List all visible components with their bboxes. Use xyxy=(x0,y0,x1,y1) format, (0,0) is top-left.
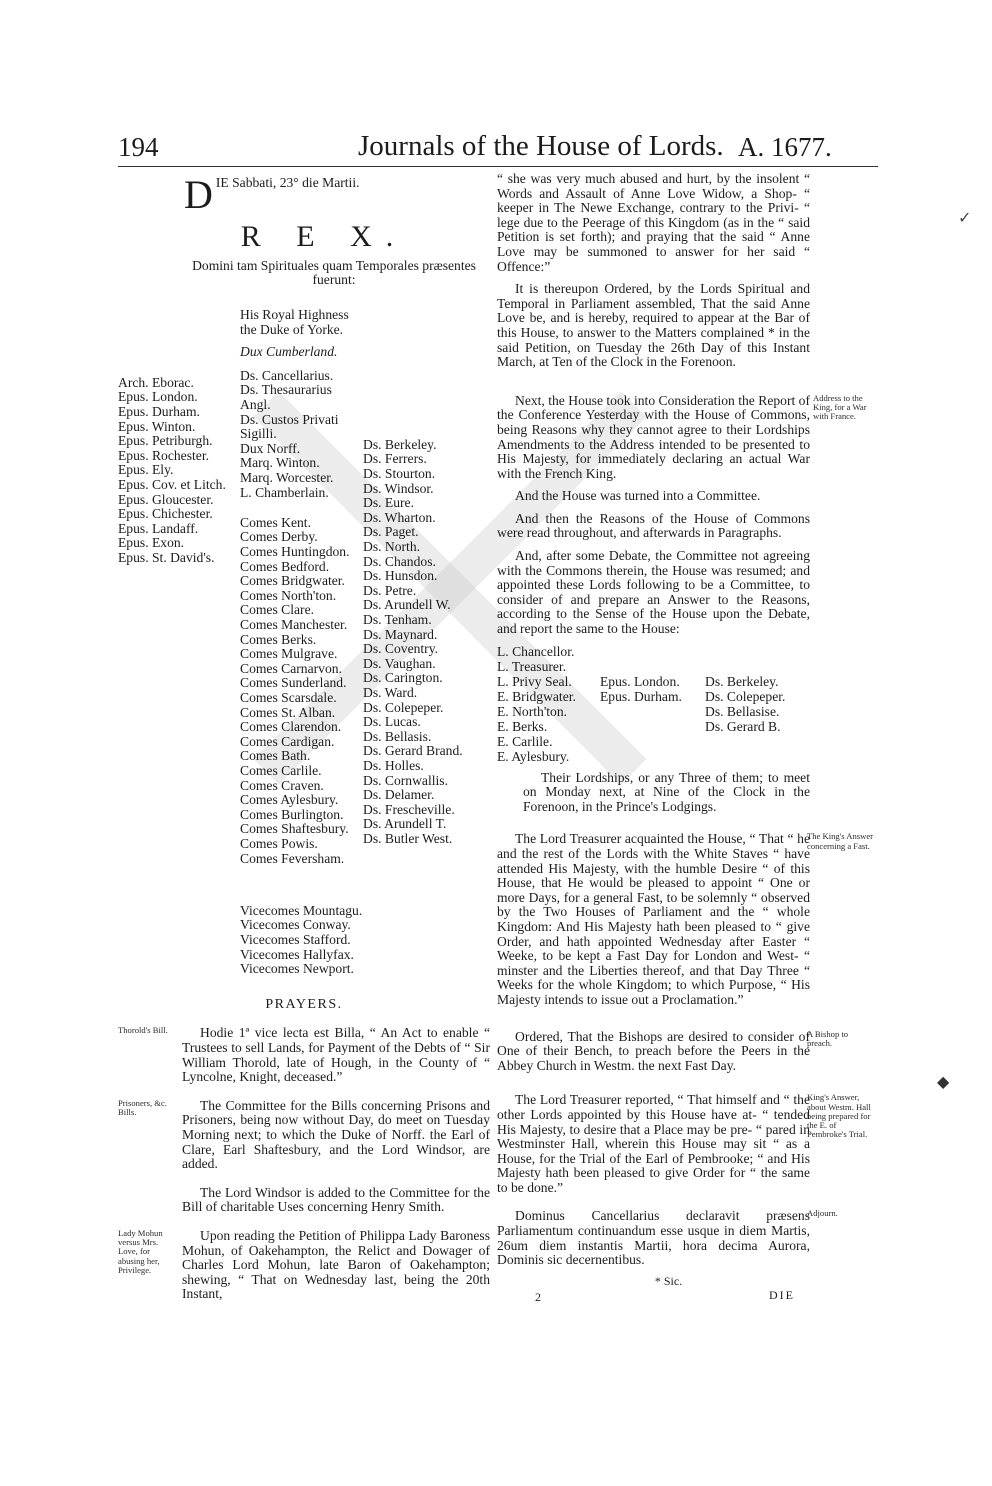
para-thorold: Hodie 1ª vice lecta est Billa, “ An Act to enable “ Trustees to sell Lands, for Payment of the Debts of “ Sir William Thorold, late of Hough, in the County of “ Lyncolne, Knight, deceased.” xyxy=(182,1025,490,1085)
hall-entry xyxy=(497,1092,871,1195)
committee-member: Epus. Durham. xyxy=(600,688,682,704)
committee-member: L. Chancellor. xyxy=(497,643,575,659)
baron-entry: Ds. Coventry. xyxy=(363,641,439,657)
earl-entry: Comes Berks. xyxy=(240,631,317,647)
para-ordered-love: It is thereupon Ordered, by the Lords Spiritual and Temporal in Parliament assembled, That the said Anne Love be, and is hereby, required to appear at the Bar of this House, to answer to the Matters complained * in the said Petition, on Tuesday the 26th Day of this Instant March, at Ten of the Clock in the Forenoon. xyxy=(497,281,810,370)
baron-entry: Ds. Petre. xyxy=(363,582,417,598)
page-year: A. 1677. xyxy=(738,132,832,162)
present-line: Domini tam Spirituales quam Temporales præsentes fuerunt: xyxy=(192,257,476,288)
earl-entry: Comes Carnarvon. xyxy=(240,660,342,676)
margin-note-thorold: Thorold's Bill. xyxy=(118,1025,168,1036)
baron-entry: Ds. Berkeley. xyxy=(363,436,437,452)
bishop-entry: Epus. St. David's. xyxy=(118,549,215,565)
para-bishop: Ordered, That the Bishops are desired to consider of One of their Bench, to preach before the Peers in the Abbey Church in Westm. the next Fast Day. xyxy=(497,1028,810,1073)
baron-entry: Ds. Wharton. xyxy=(363,509,436,525)
margin-note-address: Address to the King, for a War with France. xyxy=(813,392,867,422)
earl-entry: Comes Bedford. xyxy=(240,558,330,574)
committee-member: Ds. Colepeper. xyxy=(705,688,786,704)
bishop-entry: Epus. London. xyxy=(118,389,198,405)
earl-entry: Comes Sunderland. xyxy=(240,675,347,691)
earl-entry: Comes Manchester. xyxy=(240,616,348,632)
viscount-entry: Vicecomes Hallyfax. xyxy=(240,946,354,962)
baron-entry: Ds. Hunsdon. xyxy=(363,568,438,584)
margin-note-hall: King's Answer, about Westm. Hall being prepared for the E. of Pembroke's Trial. xyxy=(807,1092,871,1140)
earl-entry: Comes Clare. xyxy=(240,602,314,618)
earl-entry: Comes Craven. xyxy=(240,777,324,793)
earl-entry: Comes Clarendon. xyxy=(240,719,342,735)
margin-mark-tick: ✓ xyxy=(958,210,972,227)
officer-entry: Angl. xyxy=(240,396,271,412)
officer-entry: Dux Norff. xyxy=(240,440,301,456)
royal-line-1: His Royal Highness xyxy=(240,306,349,322)
baron-entry: Ds. Arundell T. xyxy=(363,816,447,832)
committee-member: E. Bridgwater. xyxy=(497,688,576,704)
prisoners-entry xyxy=(118,1099,490,1172)
prayers-heading: PRAYERS. xyxy=(265,996,343,1012)
page-footer xyxy=(497,1288,810,1306)
catchword: DIE xyxy=(769,1288,795,1303)
officer-entry: L. Chamberlain. xyxy=(240,484,329,500)
baron-entry: Ds. North. xyxy=(363,538,421,554)
baron-entry: Ds. Butler West. xyxy=(363,830,453,846)
margin-note-adjourn: Adjourn. xyxy=(807,1208,838,1219)
viscount-entry: Vicecomes Conway. xyxy=(240,917,351,933)
earl-entry: Comes Bridgwater. xyxy=(240,573,345,589)
fast-entry xyxy=(497,831,873,1007)
thorold-entry xyxy=(118,1026,490,1084)
bishop-entry: Epus. Gloucester. xyxy=(118,491,214,507)
committee-member: Ds. Gerard B. xyxy=(705,718,781,734)
baron-entry: Ds. Chandos. xyxy=(363,553,436,569)
baron-entry: Ds. Holles. xyxy=(363,757,424,773)
bishop-entry: Epus. Chichester. xyxy=(118,506,213,522)
para-debate: And, after some Debate, the Committee not agreeing with the Commons therein, the House was resumed; and appointed these Lords following to be a Committee, to consider of and prepare an Answer to the Reasons, according to the Sense of the House upon the Debate, and report the same to the House: xyxy=(497,548,810,637)
earl-entry: Comes Kent. xyxy=(240,514,311,530)
earl-entry: Comes Shaftesbury. xyxy=(240,821,349,837)
margin-note-bishop: A Bishop to preach. xyxy=(807,1028,849,1048)
baron-entry: Ds. Stourton. xyxy=(363,465,436,481)
para-address: Next, the House took into Consideration the Report of the Conference Yesterday with the House of Commons, being Reasons why they cannot agree to their Lordships Amendments to the Address intended to be presented to His Majesty, for immediately declaring an actual War with the French King. xyxy=(497,392,810,481)
para-meeting: Their Lordships, or any Three of them; to meet on Monday next, at Nine of the Clock in the Forenoon, in the Prince's Lodgings. xyxy=(523,769,810,814)
earl-entry: Comes Feversham. xyxy=(240,850,345,866)
officer-entry: Ds. Custos Privati xyxy=(240,411,339,427)
margin-mark-dot: ◆ xyxy=(937,1074,950,1091)
earl-entry: Comes Bath. xyxy=(240,748,311,764)
baron-entry: Ds. Colepeper. xyxy=(363,699,444,715)
viscount-entry: Vicecomes Mountagu. xyxy=(240,902,363,918)
baron-entry: Ds. Maynard. xyxy=(363,626,438,642)
page-title: Journals of the House of Lords. xyxy=(358,130,724,162)
committee-member: L. Privy Seal. xyxy=(497,673,572,689)
bishop-entry: Epus. Rochester. xyxy=(118,447,209,463)
earl-entry: Comes Scarsdale. xyxy=(240,689,337,705)
committee-member: E. Berks. xyxy=(497,718,548,734)
baron-entry: Ds. Delamer. xyxy=(363,787,435,803)
margin-note-fast: The King's Answer concerning a Fast. xyxy=(807,831,873,851)
baron-entry: Ds. Ferrers. xyxy=(363,451,427,467)
address-entry xyxy=(497,392,867,482)
page-number: 194 xyxy=(118,132,159,162)
para-fast: The Lord Treasurer acquainted the House, “ That “ he and the rest of the Lords with the White Staves “ have attended His Majesty, with the humble Desire “ of this House, that He would be pleased to appoint “ One or more Days, for a general Fast, to be solemnly “ observed by the Two Houses of Parliament and the “ whole Kingdom: And His Majesty hath been pleased to “ give Order, and hath appointed Wednesday after Easter “ Weeke, to be kept a Fast Day for London and West- “ minster and the Liberties thereof, and that Day Three “ Weeks for the whole Kingdom; to which Purpose, “ His Majesty intends to issue out a Proclamation.” xyxy=(497,831,810,1007)
margin-note-mohun: Lady Mohun versus Mrs. Love, for abusing her, Privilege. xyxy=(118,1227,163,1275)
signature-mark: 2 xyxy=(535,1290,541,1305)
earl-entry: Comes Carlile. xyxy=(240,762,322,778)
right-column xyxy=(497,171,873,1306)
earl-entry: Comes Cardigan. xyxy=(240,733,335,749)
earl-entry: Comes Aylesbury. xyxy=(240,792,339,808)
rex-heading: R E X. xyxy=(240,220,408,253)
header-rule xyxy=(118,166,878,167)
viscount-entry: Vicecomes Stafford. xyxy=(240,931,351,947)
baron-entry: Ds. Lucas. xyxy=(363,714,421,730)
baron-entry: Ds. Bellasis. xyxy=(363,728,432,744)
bishop-entry: Epus. Durham. xyxy=(118,403,200,419)
baron-entry: Ds. Gerard Brand. xyxy=(363,743,463,759)
royal-line-2: the Duke of Yorke. xyxy=(240,321,344,337)
para-windsor: The Lord Windsor is added to the Committee for the Bill of charitable Uses concerning Henry Smith. xyxy=(182,1184,490,1215)
bishop-entry: Epus. Landaff. xyxy=(118,520,199,536)
para-petition-cont: “ she was very much abused and hurt, by the insolent “ Words and Assault of Anne Love Widow, a Shop- “ keeper in The Newe Exchange, contrary to the Privi- “ lege due to the Peerage of this Kingdom (as in the “ said Petition is set forth); and praying that the said “ Anne Love may be summoned to answer for her said “ Offence:” xyxy=(497,171,810,274)
baron-entry: Ds. Tenham. xyxy=(363,611,432,627)
baron-entry: Ds. Eure. xyxy=(363,495,414,511)
margin-note-prisoners: Prisoners, &c. Bills. xyxy=(118,1097,167,1117)
committee-member: Ds. Berkeley. xyxy=(705,673,779,689)
committee-member: L. Treasurer. xyxy=(497,658,567,674)
bishop-entry: Arch. Eborac. xyxy=(118,374,194,390)
officer-entry: Marq. Worcester. xyxy=(240,469,334,485)
bishop-entry: Epus. Exon. xyxy=(118,535,185,551)
footnote: * Sic. xyxy=(654,1273,683,1288)
bishop-entry: Epus. Ely. xyxy=(118,462,174,478)
baron-entry: Ds. Ward. xyxy=(363,684,418,700)
baron-entry: Ds. Arundell W. xyxy=(363,597,451,613)
bishop-entry: Epus. Winton. xyxy=(118,418,196,434)
committee-member: E. Aylesbury. xyxy=(497,748,570,764)
dux-cumberland: Dux Cumberland. xyxy=(240,343,338,359)
earl-entry: Comes Huntingdon. xyxy=(240,543,350,559)
para-adjourn: Dominus Cancellarius declaravit præsens Parliamentum continuandum esse usque in diem Martis, 26um diem instantis Martii, hora decima Aurora, Dominis sic decernentibus. xyxy=(497,1208,810,1268)
baron-entry: Ds. Carington. xyxy=(363,670,443,686)
bishop-entry: Epus. Petriburgh. xyxy=(118,433,213,449)
earl-entry: Comes North'ton. xyxy=(240,587,337,603)
baron-entry: Ds. Windsor. xyxy=(363,480,434,496)
bishop-entry: Epus. Cov. et Litch. xyxy=(118,476,226,492)
officer-entry: Ds. Cancellarius. xyxy=(240,367,334,383)
left-column xyxy=(118,172,490,1302)
viscount-entry: Vicecomes Newport. xyxy=(240,961,354,977)
committee-member: Epus. London. xyxy=(600,673,680,689)
para-prisoners: The Committee for the Bills concerning Prisons and Prisoners, being now without Day, do meet on Tuesday Morning next; to which the Duke of Norff. the Earl of Clare, Earl Shaftesbury, and the Lord Windsor, are added. xyxy=(182,1097,490,1172)
earl-entry: Comes Mulgrave. xyxy=(240,646,338,662)
committee-list xyxy=(497,645,810,765)
attendance-list xyxy=(118,308,490,978)
officer-entry: Sigilli. xyxy=(240,426,277,442)
para-reasons-read: And then the Reasons of the House of Commons were read throughout, and afterwards in Paragraphs. xyxy=(497,510,810,541)
baron-entry: Ds. Vaughan. xyxy=(363,655,436,671)
para-committee-house: And the House was turned into a Committee. xyxy=(515,488,761,504)
earl-entry: Comes St. Alban. xyxy=(240,704,336,720)
earl-entry: Comes Burlington. xyxy=(240,806,344,822)
para-mohun: Upon reading the Petition of Philippa Lady Baroness Mohun, of Oakehampton, the Relict and Dowager of Charles Lord Mohun, late Baron of Oakehampton; shewing, “ That on Wednesday last, being the 20th Instant, xyxy=(182,1227,490,1302)
baron-entry: Ds. Paget. xyxy=(363,524,419,540)
baron-entry: Ds. Cornwallis. xyxy=(363,772,448,788)
date-line: IE Sabbati, 23° die Martii. xyxy=(215,175,360,190)
bishop-entry xyxy=(497,1028,849,1074)
drop-cap: D xyxy=(184,172,213,217)
committee-member: E. North'ton. xyxy=(497,703,568,719)
adjourn-entry xyxy=(497,1208,838,1268)
mohun-entry xyxy=(118,1229,490,1302)
para-hall: The Lord Treasurer reported, “ That himself and “ the other Lords appointed by this House have at- “ tended His Majesty, to desire that a Place may be pre- “ pared in Westminster Hall, wherein this House may sit “ as a House, for the Trial of the Earl of Pembrooke; “ and His Majesty hath been pleased to give Order for “ the same to be done.” xyxy=(497,1092,810,1195)
earl-entry: Comes Derby. xyxy=(240,529,318,545)
committee-member: E. Carlile. xyxy=(497,733,553,749)
baron-entry: Ds. Frescheville. xyxy=(363,801,455,817)
officer-entry: Ds. Thesaurarius xyxy=(240,382,332,398)
earl-entry: Comes Powis. xyxy=(240,835,318,851)
officer-entry: Marq. Winton. xyxy=(240,455,320,471)
committee-member: Ds. Bellasise. xyxy=(705,703,780,719)
